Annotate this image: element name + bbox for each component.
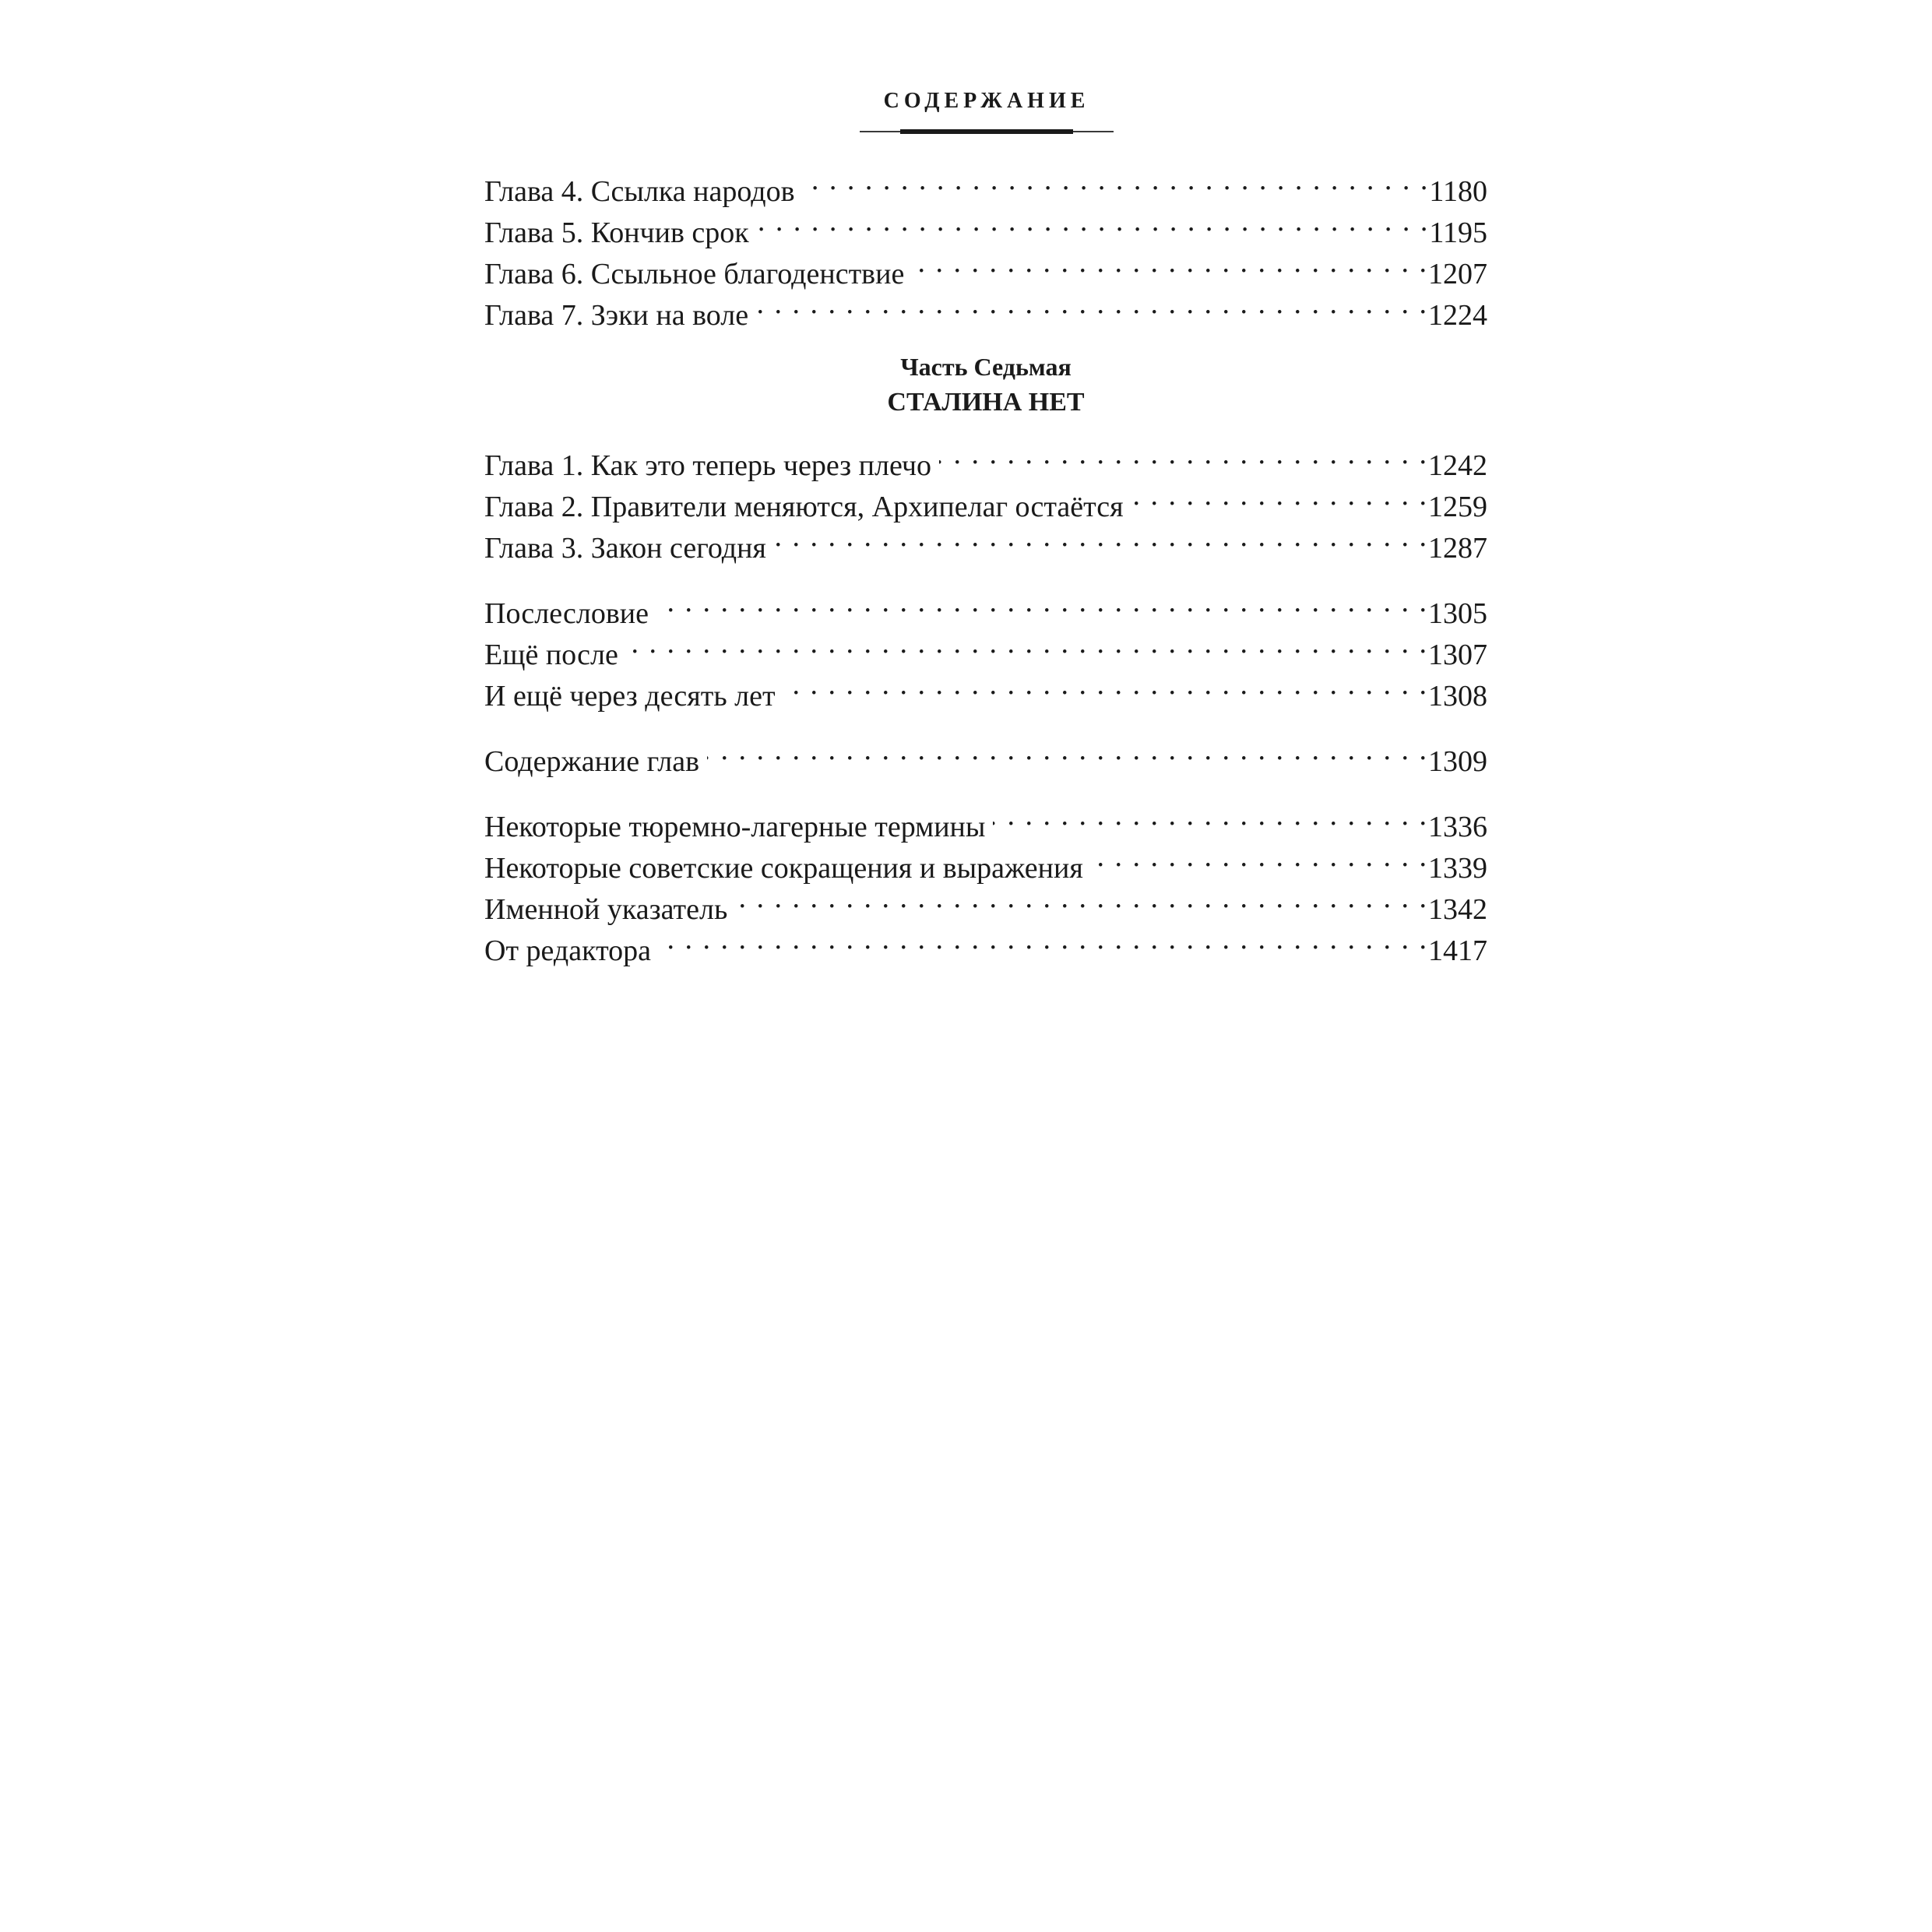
toc-entry-title: И ещё через десять лет — [484, 680, 776, 713]
toc-entry-page: 1224 — [1428, 299, 1487, 332]
dot-leader — [912, 242, 1428, 283]
dot-leader — [757, 201, 1430, 242]
toc-entry-page: 1339 — [1428, 852, 1487, 885]
dot-leader — [783, 664, 1428, 706]
toc-entry-title: Глава 3. Закон сегодня — [484, 532, 766, 565]
toc-entry-title: Глава 4. Ссылка народов — [484, 175, 795, 208]
toc-entry-page: 1207 — [1428, 258, 1487, 290]
toc-entry[interactable] — [484, 795, 1487, 843]
toc-entry-page: 1180 — [1429, 175, 1487, 208]
dot-leader — [993, 795, 1428, 836]
toc-entry-page: 1342 — [1428, 893, 1487, 926]
toc-entry[interactable] — [484, 623, 1487, 671]
dot-leader — [1091, 836, 1428, 878]
toc-entry[interactable] — [484, 730, 1487, 778]
toc-entry-title: Некоторые советские сокращения и выражения — [484, 852, 1083, 885]
dot-leader — [656, 582, 1428, 623]
toc-entry-page: 1417 — [1428, 934, 1487, 967]
toc-group-part6-chapters — [484, 160, 1487, 332]
page-header — [860, 84, 1114, 134]
dot-leader — [707, 730, 1428, 771]
toc-entry-page: 1195 — [1429, 216, 1487, 249]
toc-entry-page: 1259 — [1428, 491, 1487, 523]
dot-leader — [939, 434, 1428, 475]
toc-entry-title: Именной указатель — [484, 893, 728, 926]
part-subtitle: Часть Седьмая — [900, 353, 1072, 381]
toc-entry[interactable] — [484, 664, 1487, 713]
toc-entry-title: Некоторые тюремно-лагерные термины — [484, 811, 986, 843]
toc-entry-page: 1336 — [1428, 811, 1487, 843]
toc-entry-title: Содержание глав — [484, 745, 700, 778]
dot-leader — [1131, 475, 1428, 516]
toc-entry-page: 1309 — [1428, 745, 1487, 778]
toc-entry-title: Глава 6. Ссыльное благоденствие — [484, 258, 905, 290]
dot-leader — [756, 283, 1428, 325]
toc-entry-page: 1305 — [1428, 597, 1487, 630]
toc-group-part7-chapters — [484, 434, 1487, 565]
part-heading — [484, 350, 1487, 422]
toc-group-afterwords — [484, 582, 1487, 713]
dot-leader — [659, 919, 1428, 960]
toc-group-chapter-contents — [484, 730, 1487, 778]
toc-entry[interactable] — [484, 582, 1487, 630]
toc-entry-page: 1287 — [1428, 532, 1487, 565]
toc-entry[interactable] — [484, 160, 1487, 208]
toc-entry-title: Глава 7. Зэки на воле — [484, 299, 749, 332]
toc-entry-title: От редактора — [484, 934, 652, 967]
dot-leader — [803, 160, 1430, 201]
toc-group-appendices — [484, 795, 1487, 967]
toc-entry-title: Глава 2. Правители меняются, Архипелаг остаётся — [484, 491, 1124, 523]
toc-entry-title: Глава 5. Кончив срок — [484, 216, 749, 249]
header-rule-thick — [900, 129, 1073, 134]
dot-leader — [626, 623, 1428, 664]
toc-entry-title: Глава 1. Как это теперь через плечо — [484, 449, 931, 482]
toc-entry-page: 1307 — [1428, 639, 1487, 671]
toc-entry-title: Послесловие — [484, 597, 649, 630]
part-title: СТАЛИНА НЕТ — [887, 388, 1085, 417]
toc-entry-page: 1308 — [1428, 680, 1487, 713]
dot-leader — [735, 878, 1428, 919]
dot-leader — [774, 516, 1428, 558]
toc-entry-page: 1242 — [1428, 449, 1487, 482]
toc-entry[interactable] — [484, 434, 1487, 482]
page-title: СОДЕРЖАНИЕ — [883, 89, 1090, 113]
toc-entry-title: Ещё после — [484, 639, 618, 671]
header-rule — [860, 129, 1114, 134]
